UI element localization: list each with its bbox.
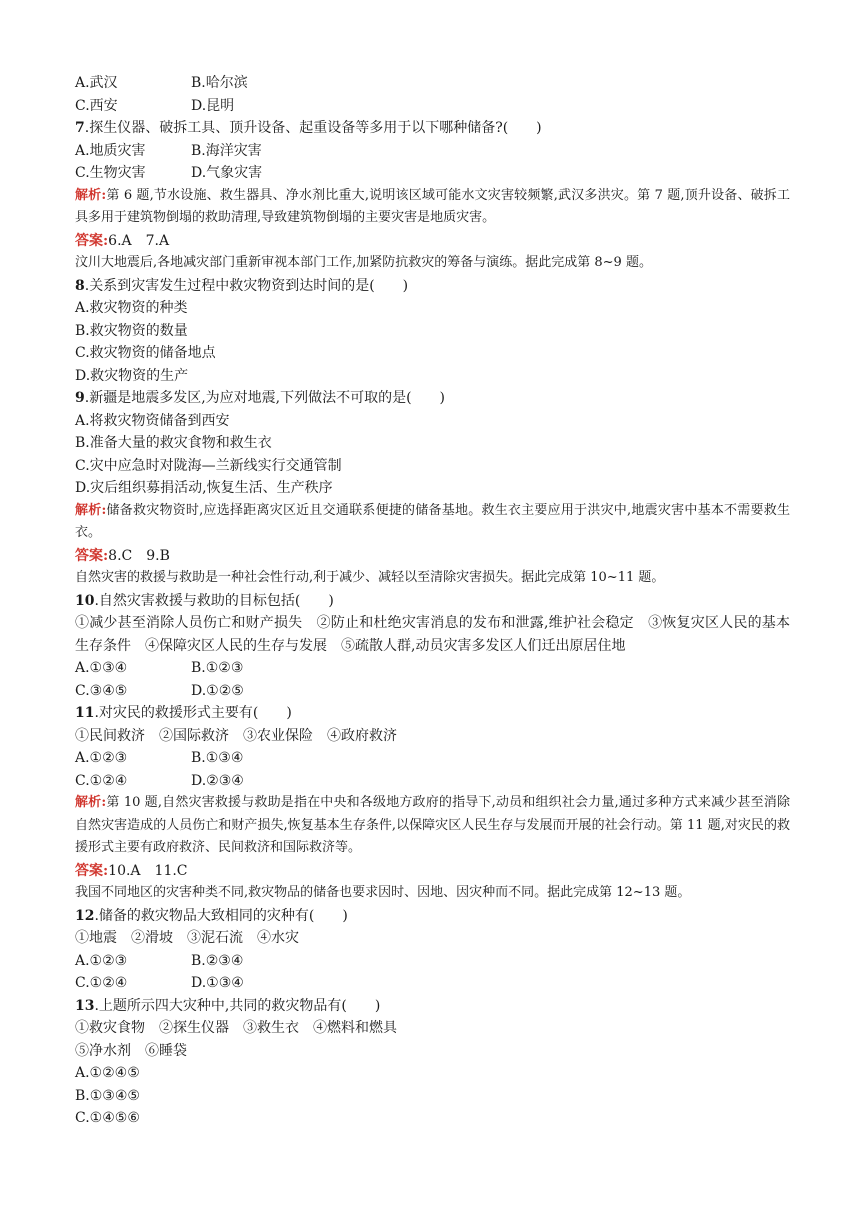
document-page: [75, 72, 790, 1130]
explanation-6-7: [75, 185, 790, 230]
answer-text: 6.A 7.A: [108, 232, 170, 249]
explanation-text: 储备救灾物资时,应选择距离灾区近且交通联系便捷的储备基地。救生衣主要应用于洪灾中,地震灾害中基本不需要救生衣。: [75, 502, 790, 540]
question-stem: .关系到灾害发生过程中救灾物资到达时间的是( ): [84, 277, 409, 294]
option-a: A.救灾物资的种类: [75, 300, 188, 316]
q11-options-row2: [75, 770, 790, 793]
option-a: A.①②③: [75, 750, 128, 766]
explanation-text: 第 6 题,节水设施、救生器具、净水剂比重大,说明该区域可能水文灾害较频繁,武汉多洪灾。第 7 题,顶升设备、破拆工具多用于建筑物倒塌的救助清理,导致建筑物倒塌的主要灾害是地质灾害。: [75, 187, 790, 225]
option-a: A.将救灾物资储备到西安: [75, 412, 230, 429]
option-a: A.①②③: [75, 952, 128, 969]
option-c: C.灾中应急时对陇海—兰新线实行交通管制: [75, 457, 342, 474]
q12-options-row2: [75, 972, 790, 995]
q11-options-row1: [75, 747, 790, 770]
question-number: 11: [75, 705, 95, 721]
explanation-label: 解析:: [75, 795, 107, 810]
q12-items: ①地震 ②滑坡 ③泥石流 ④水灾: [75, 930, 299, 946]
lead-10-11: 自然灾害的救援与救助是一种社会性行动,利于减少、减轻以至清除灾害损失。据此完成第 10~11 题。: [75, 570, 665, 585]
answer-8-9: [75, 545, 790, 568]
question-stem: .储备的救灾物品大致相同的灾种有( ): [94, 907, 348, 924]
explanation-label: 解析:: [75, 502, 107, 518]
q11-items: ①民间救济 ②国际救济 ③农业保险 ④政府救济: [75, 727, 397, 744]
explanation-10-11: [75, 792, 790, 860]
question-13: [75, 995, 790, 1018]
q13-items-row1: ①救灾食物 ②探生仪器 ③救生衣 ④燃料和燃具: [75, 1020, 397, 1036]
option-d: D.②③④: [191, 772, 244, 789]
option-c: C.西安: [75, 97, 118, 114]
option-c: C.①④⑤⑥: [75, 1110, 140, 1126]
explanation-8-9: [75, 500, 790, 545]
answer-text: 10.A 11.C: [108, 862, 188, 879]
q10-options-row2: [75, 680, 790, 703]
lead-8-9: 汶川大地震后,各地减灾部门重新审视本部门工作,加紧防抗救灾的筹备与演练。据此完成第 8~9 题。: [75, 255, 652, 270]
option-b: B.①③④: [191, 750, 244, 766]
explanation-text: 第 10 题,自然灾害救援与救助是指在中央和各级地方政府的指导下,动员和组织社会力量,通过多种方式来减少甚至消除自然灾害造成的人员伤亡和财产损失,恢复基本生存条件,以保障灾区人民生存与发展而开展的社会行动。第 11 题,对灾民的救援形式主要有政府救济、民间救济和国际救济等。: [75, 795, 790, 855]
q5-options-row1: [75, 72, 790, 95]
q10-options-row1: [75, 657, 790, 680]
question-number: 13: [75, 997, 95, 1014]
question-number: 8: [75, 277, 85, 294]
option-a: A.地质灾害: [75, 142, 146, 159]
option-d: D.①②⑤: [191, 682, 244, 699]
option-a: A.①②④⑤: [75, 1065, 140, 1081]
answer-10-11: [75, 860, 790, 883]
option-b: B.准备大量的救灾食物和救生衣: [75, 435, 272, 451]
answer-text: 8.C 9.B: [108, 547, 170, 564]
question-12: [75, 905, 790, 928]
q7-options-row2: [75, 162, 790, 185]
option-c: C.生物灾害: [75, 165, 146, 181]
option-d: D.①③④: [191, 975, 244, 991]
option-c: C.救灾物资的储备地点: [75, 345, 216, 361]
option-b: B.哈尔滨: [191, 75, 248, 91]
answer-6-7: [75, 230, 790, 253]
q13-items-row2: ⑤净水剂 ⑥睡袋: [75, 1042, 187, 1059]
option-d: D.气象灾害: [191, 165, 263, 181]
option-b: B.海洋灾害: [191, 142, 262, 159]
question-stem: .上题所示四大灾种中,共同的救灾物品有( ): [94, 997, 381, 1014]
option-b: B.①②③: [191, 660, 244, 676]
option-a: A.武汉: [75, 75, 118, 91]
question-7: [75, 117, 790, 140]
question-9: [75, 387, 790, 410]
q12-options-row1: [75, 950, 790, 973]
option-a: A.①③④: [75, 660, 128, 676]
answer-label: 答案:: [75, 232, 109, 249]
question-stem: .自然灾害救援与救助的目标包括( ): [94, 592, 334, 609]
question-number: 9: [75, 390, 85, 406]
explanation-label: 解析:: [75, 187, 107, 203]
option-b: B.②③④: [191, 952, 244, 969]
question-10: [75, 590, 790, 613]
answer-label: 答案:: [75, 862, 109, 879]
question-number: 12: [75, 907, 95, 924]
option-c: C.①②④: [75, 772, 128, 789]
option-c: C.③④⑤: [75, 682, 128, 699]
question-stem: .新疆是地震多发区,为应对地震,下列做法不可取的是( ): [84, 390, 446, 406]
question-number: 10: [75, 592, 95, 609]
q7-options-row1: [75, 140, 790, 163]
option-d: D.救灾物资的生产: [75, 367, 189, 384]
q5-options-row2: [75, 95, 790, 118]
option-d: D.灾后组织募捐活动,恢复生活、生产秩序: [75, 480, 333, 496]
q10-items: ①减少甚至消除人员伤亡和财产损失 ②防止和杜绝灾害消息的发布和泄露,维护社会稳定 ③恢复灾区人民的基本生存条件 ④保障灾区人民的生存与发展 ⑤疏散人群,动员灾害多发区人们迁出原居住地: [75, 615, 790, 654]
option-d: D.昆明: [191, 97, 235, 114]
option-b: B.①③④⑤: [75, 1087, 140, 1104]
answer-label: 答案:: [75, 547, 109, 564]
question-8: [75, 275, 790, 298]
question-stem: .探生仪器、破拆工具、顶升设备、起重设备等多用于以下哪种储备?( ): [84, 120, 542, 136]
option-c: C.①②④: [75, 975, 128, 991]
option-b: B.救灾物资的数量: [75, 322, 188, 339]
question-number: 7: [75, 120, 85, 136]
question-11: [75, 702, 790, 725]
question-stem: .对灾民的救援形式主要有( ): [94, 705, 292, 721]
lead-12-13: 我国不同地区的灾害种类不同,救灾物品的储备也要求因时、因地、因灾种而不同。据此完成第 12~13 题。: [75, 885, 691, 900]
